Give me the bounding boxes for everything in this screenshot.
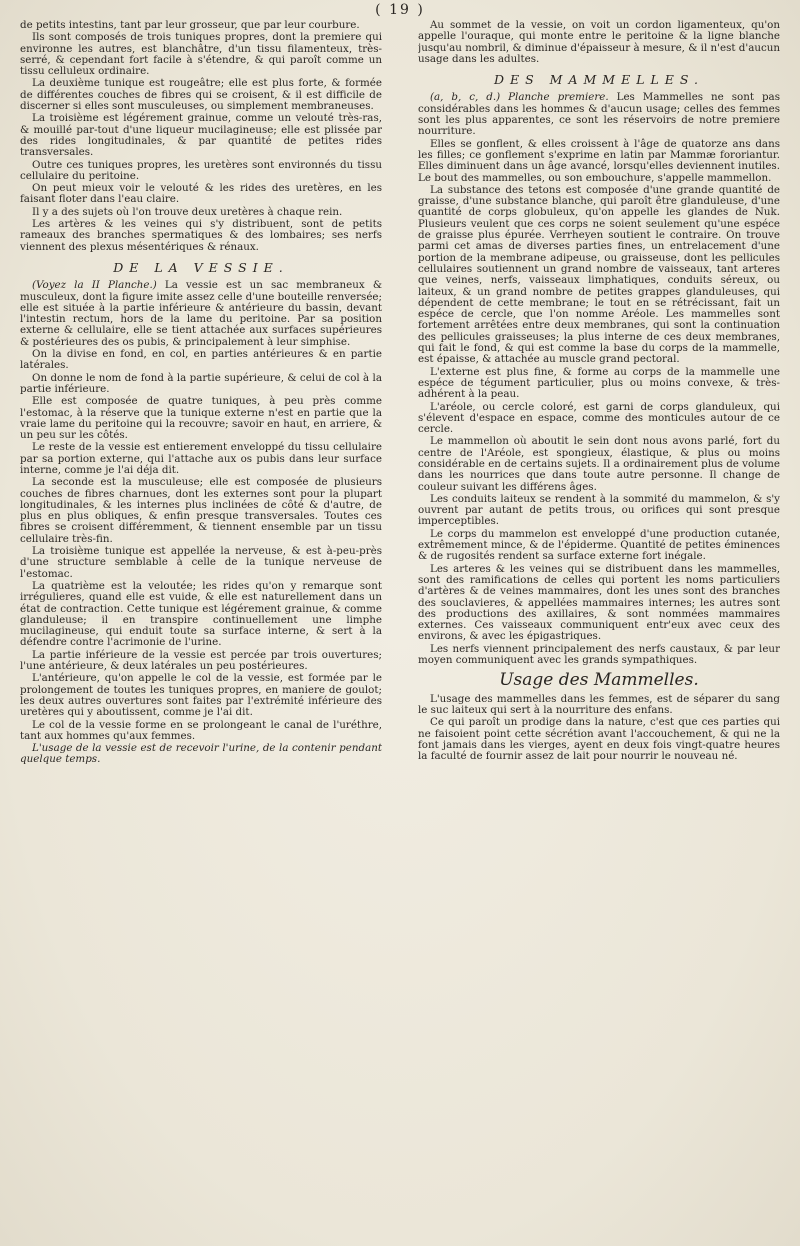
paragraph: L'aréole, ou cercle coloré, est garni de corps glanduleux, qui s'élevent d'espace en espace, comme des monticules autour de ce cercle. bbox=[418, 400, 780, 436]
paragraph: On peut mieux voir le velouté & les rides des uretères, en les faisant floter dans l'eau claire. bbox=[20, 182, 382, 206]
paragraph: Ils sont composés de trois tuniques propres, dont la premiere qui environne les autres, est blanchâtre, d'un tissu filamenteux, très-serré, & cependant fort facile à s'étendre, & qui paroît comme un tissu celluleux ordinaire. bbox=[20, 31, 382, 78]
paragraph: La deuxième tunique est rougeâtre; elle est plus forte, & formée de différentes couches de fibres qui se croisent, & il est difficile de discerner si elles sont musculeuses, ou simplement membraneuses. bbox=[20, 77, 382, 113]
paragraph: Elle est composée de quatre tuniques, à peu près comme l'estomac, à la réserve que la tunique externe n'est en partie que la vraie lame du peritoine qui la recouvre; savoir en haut, en arriere, & un peu sur les côtés. bbox=[20, 395, 382, 442]
section-heading-vessie: DE LA VESSIE. bbox=[113, 259, 289, 275]
paragraph: L'externe est plus fine, & forme au corps de la mammelle une espéce de tégument particulier, plus ou moins convexe, & très-adhérent à la peau. bbox=[418, 365, 780, 401]
paragraph bbox=[418, 92, 780, 137]
paragraph: de petits intestins, tant par leur grosseur, que par leur courbure. bbox=[20, 20, 360, 31]
paragraph: Les conduits laiteux se rendent à la sommité du mammelon, & s'y ouvrent par autant de petits trous, ou orifices qui sont presque imperceptibles. bbox=[418, 492, 780, 528]
paragraph: Les arteres & les veines qui se distribuent dans les mammelles, sont des ramifications de celles qui portent les noms particuliers d'artères & de veines mammaires, dont les unes sont des branches des souclavieres, & appellées mammaires internes; les autres sont des productions des axillaires, & sont nommées mammaires externes. Ces vaisseaux communiquent entr'eux avec ceux des environs, & avec les épigastriques. bbox=[418, 562, 780, 643]
paragraph: Les nerfs viennent principalement des nerfs caustaux, & par leur moyen communiquent avec les grands sympathiques. bbox=[418, 642, 780, 667]
section-heading-usage: Usage des Mammelles. bbox=[499, 670, 699, 691]
paragraph: La seconde est la musculeuse; elle est composée de plusieurs couches de fibres charnues, dont les externes sont pour la plupart longitudinales, & les internes plus inclinées de côté & d'autre, de plus en plus obliques, & enfin presque transversales. Toutes ces fibres se croisent différemment, & tiennent ensemble par un tissu cellulaire très-fin. bbox=[20, 476, 382, 545]
paragraph: La partie inférieure de la vessie est percée par trois ouvertures; l'une antérieure, & deux latérales un peu postérieures. bbox=[20, 648, 382, 673]
paragraph: Le mammellon où aboutit le sein dont nous avons parlé, fort du centre de l'Aréole, est spongieux, élastique, & plus ou moins considérable en de certains sujets. Il a ordinairement plus de volume dans les nourrices que dans toute autre personne. Il change de couleur suivant les différens âges. bbox=[418, 435, 780, 493]
plate-reference: (a, b, c, d.) Planche premiere. bbox=[430, 91, 609, 104]
paragraph: La substance des tetons est composée d'une grande quantité de graisse, d'une substance blanche, qui paroît être glanduleuse, d'une quantité de corps globuleux, qu'on appelle les glandes de Nuk. Plusieurs veulent que ces corps ne soient seulement qu'une espéce de graisse plus épurée. Verrheyen soutient le contraire. On trouve parmi cet amas de diverses parties fines, un entrelacement d'une portion de la membrane adipeuse, ou graisseuse, dont les pellicules cellulaires soutiennent un grand nombre de vaisseaux, tant arteres que veines, nerfs, vaisseaux limphatiques, conduits séreux, ou laiteux, & un grand nombre de petites grappes glanduleuses, qui dépendent de cette membrane; le tout en se rétrécissant, fait un espéce de cercle, que l'on nomme Aréole. Les mammelles sont fortement arrêtées entre deux membranes, qui sont la continuation des pellicules graisseuses; la plus interne de ces deux membranes, qui fait le fond, & qui est comme la base du corps de la mammelle, est épaisse, & attachée au muscle grand pectoral. bbox=[418, 183, 780, 366]
right-column bbox=[418, 20, 780, 1230]
paragraph-text: Les Mammelles ne sont pas considérables dans les hommes & d'aucun usage; celles des femmes sont les plus apparentes, ce sont les réservoirs de notre premiere nourriture. bbox=[418, 91, 780, 138]
paragraph: Elles se gonflent, & elles croissent à l'âge de quatorze ans dans les filles; ce gonflement s'exprime en latin par Mammæ fororiantur. Elles diminuent dans un âge avancé, lorsqu'elles deviennent inutiles. Le bout des mammelles, ou son embouchure, s'appelle mammellon. bbox=[418, 137, 780, 184]
paragraph: Ce qui paroît un prodige dans la nature, c'est que ces parties qui ne faisoient point cette sécrétion avant l'accouchement, & qui ne la font jamais dans les vierges, ayent en deux fois vingt-quatre heures la faculté de fournir assez de lait pour nourrir le nouveau né. bbox=[418, 716, 780, 763]
paragraph: On la divise en fond, en col, en parties antérieures & en partie latérales. bbox=[20, 348, 382, 372]
paragraph: Au sommet de la vessie, on voit un cordon ligamenteux, qu'on appelle l'ouraque, qui monte entre le peritoine & la ligne blanche jusqu'au nombril, & diminue d'épaisseur à mesure, & il n'est d'aucun usage dans les adultes. bbox=[418, 20, 780, 65]
paragraph: On donne le nom de fond à la partie supérieure, & celui de col à la partie inférieure. bbox=[20, 371, 382, 395]
paragraph: Le corps du mammelon est enveloppé d'une production cutanée, extrêmement mince, & de l'épiderme. Quantité de petites éminences & de rugosités rendent sa surface externe fort inégale. bbox=[418, 527, 780, 563]
page-number: ( 19 ) bbox=[375, 2, 425, 18]
paragraph: Il y a des sujets où l'on trouve deux uretères à chaque rein. bbox=[32, 205, 343, 218]
left-column bbox=[20, 20, 382, 1230]
paragraph: Le reste de la vessie est entierement enveloppé du tissu cellulaire par sa portion externe, qui l'attache aux os pubis dans leur surface interne, comme je l'ai déja dit. bbox=[20, 441, 382, 476]
paragraph: La troisième tunique est appellée la nerveuse, & est à-peu-près d'une structure semblable à celle de la tunique nerveuse de l'estomac. bbox=[20, 545, 382, 580]
paragraph: L'antérieure, qu'on appelle le col de la vessie, est formée par le prolongement de toutes les tuniques propres, en maniere de goulot; les deux autres ouvertures sont faites par l'extrémité inférieure des uretères qui y aboutissent, comme je l'ai dit. bbox=[20, 672, 382, 719]
paragraph-text: La vessie est un sac membraneux & musculeux, dont la figure imite assez celle d'une bouteille renversée; elle est située à la partie inférieure & antérieure du bassin, devant l'intestin rectum, hors de la lame du peritoine. Par sa position externe & cellulaire, elle se tient attachée aux surfaces supérieures & postérieures des os pubis, & principalement à leur simphise. bbox=[20, 279, 382, 348]
paragraph: La quatrième est la veloutée; les rides qu'on y remarque sont irrégulieres, quand elle est vuide, & elle est naturellement dans un état de contraction. Cette tunique est légérement grainue, & comme glanduleuse; il en transpire continuellement une limphe mucilagineuse, qui enduit toute sa surface interne, & sert à la défendre contre l'acrimonie de l'urine. bbox=[20, 579, 382, 649]
paragraph: Le col de la vessie forme en se prolongeant le canal de l'uréthre, tant aux hommes qu'aux femmes. bbox=[20, 718, 382, 742]
plate-reference: (Voyez la II Planche.) bbox=[32, 279, 157, 292]
paragraph bbox=[20, 280, 382, 348]
paragraph: La troisième est légérement grainue, comme un velouté très-ras, & mouillé par-tout d'une liqueur mucilagineuse; elle est plissée par des rides longitudinales, & par quantité de petites rides transversales. bbox=[20, 112, 382, 159]
section-heading-mammelles: DES MAMMELLES. bbox=[493, 72, 705, 88]
paragraph: Les artères & les veines qui s'y distribuent, sont de petits rameaux des branches spermatiques & des lombaires; ses nerfs viennent des plexus mésentériques & rénaux. bbox=[20, 218, 382, 253]
paragraph: Outre ces tuniques propres, les uretères sont environnés du tissu cellulaire du peritoine. bbox=[20, 158, 382, 182]
paragraph: L'usage des mammelles dans les femmes, est de séparer du sang le suc laiteux qui sert à la nourriture des enfans. bbox=[418, 692, 780, 716]
usage-note: L'usage de la vessie est de recevoir l'urine, de la contenir pendant quelque temps. bbox=[20, 742, 382, 766]
